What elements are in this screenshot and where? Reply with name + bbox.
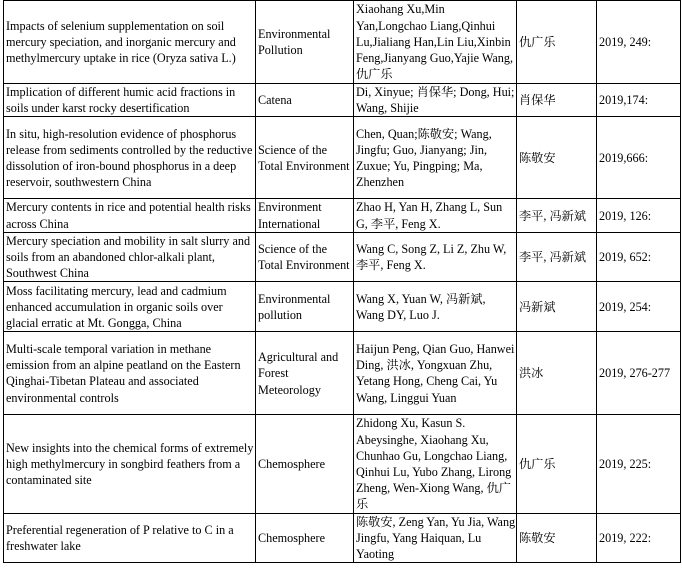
paper-title-cell: New insights into the chemical forms of extremely high methylmercury in songbird feathers from a contaminated site bbox=[4, 415, 256, 513]
corresponding-author-cell: 李平, 冯新斌 bbox=[517, 232, 597, 282]
corresponding-author-cell: 陈敬安 bbox=[517, 513, 597, 563]
volume-cell: 2019,174: bbox=[597, 84, 681, 117]
journal-cell: Environment International bbox=[256, 199, 354, 232]
corresponding-author-cell: 陈敬安 bbox=[517, 117, 597, 199]
table-row bbox=[4, 84, 681, 117]
volume-cell: 2019, 249: bbox=[597, 1, 681, 84]
table-row bbox=[4, 1, 681, 84]
paper-title-cell: In situ, high-resolution evidence of phosphorus release from sediments controlled by the reductive dissolution of iron-bound phosphorus in a deep reservoir, southwestern China bbox=[4, 117, 256, 199]
journal-cell: Catena bbox=[256, 84, 354, 117]
journal-cell: Science of the Total Environment bbox=[256, 232, 354, 282]
authors-cell: Wang C, Song Z, Li Z, Zhu W, 李平, Feng X. bbox=[354, 232, 517, 282]
authors-cell: Zhidong Xu, Kasun S. Abeysinghe, Xiaohang Xu, Chunhao Gu, Longchao Liang, Qinhui Lu, Yubo Zhang, Lirong Zheng, Wen-Xiong Wang, 仇广乐 bbox=[354, 415, 517, 513]
authors-cell: Zhao H, Yan H, Zhang L, Sun G, 李平, Feng X. bbox=[354, 199, 517, 232]
volume-cell: 2019, 276-277 bbox=[597, 332, 681, 415]
journal-cell: Environmental Pollution bbox=[256, 1, 354, 84]
authors-cell: Chen, Quan;陈敬安; Wang, Jingfu; Guo, Jianyang; Jin, Zuxue; Yu, Pingping; Ma, Zhenzhen bbox=[354, 117, 517, 199]
volume-cell: 2019,666: bbox=[597, 117, 681, 199]
corresponding-author-cell: 仇广乐 bbox=[517, 1, 597, 84]
journal-cell: Science of the Total Environment bbox=[256, 117, 354, 199]
journal-cell: Chemosphere bbox=[256, 513, 354, 563]
volume-cell: 2019, 225: bbox=[597, 415, 681, 513]
corresponding-author-cell: 仇广乐 bbox=[517, 415, 597, 513]
corresponding-author-cell: 李平, 冯新斌 bbox=[517, 199, 597, 232]
table-row bbox=[4, 332, 681, 415]
authors-cell: Haijun Peng, Qian Guo, Hanwei Ding, 洪冰, Yongxuan Zhu, Yetang Hong, Cheng Cai, Yu Wang, Linggui Yuan bbox=[354, 332, 517, 415]
corresponding-author-cell: 肖保华 bbox=[517, 84, 597, 117]
authors-cell: Wang X, Yuan W, 冯新斌, Wang DY, Luo J. bbox=[354, 282, 517, 332]
authors-cell: Di, Xinyue; 肖保华; Dong, Hui; Wang, Shijie bbox=[354, 84, 517, 117]
journal-cell: Chemosphere bbox=[256, 415, 354, 513]
table-row bbox=[4, 199, 681, 232]
journal-cell: Agricultural and Forest Meteorology bbox=[256, 332, 354, 415]
volume-cell: 2019, 254: bbox=[597, 282, 681, 332]
table-row bbox=[4, 232, 681, 282]
paper-title-cell: Implication of different humic acid fractions in soils under karst rocky desertification bbox=[4, 84, 256, 117]
table-row bbox=[4, 282, 681, 332]
paper-title-cell: Impacts of selenium supplementation on soil mercury speciation, and inorganic mercury and methylmercury uptake in rice (Oryza sativa L.) bbox=[4, 1, 256, 84]
volume-cell: 2019, 126: bbox=[597, 199, 681, 232]
paper-title-cell: Mercury contents in rice and potential health risks across China bbox=[4, 199, 256, 232]
volume-cell: 2019, 652: bbox=[597, 232, 681, 282]
table-row bbox=[4, 117, 681, 199]
volume-cell: 2019, 222: bbox=[597, 513, 681, 563]
corresponding-author-cell: 冯新斌 bbox=[517, 282, 597, 332]
table-row bbox=[4, 415, 681, 513]
table-row bbox=[4, 513, 681, 563]
authors-cell: 陈敬安, Zeng Yan, Yu Jia, Wang Jingfu, Yang Haiquan, Lu Yaoting bbox=[354, 513, 517, 563]
paper-title-cell: Moss facilitating mercury, lead and cadmium enhanced accumulation in organic soils over glacial erratic at Mt. Gongga, China bbox=[4, 282, 256, 332]
journal-cell: Environmental pollution bbox=[256, 282, 354, 332]
authors-cell: Xiaohang Xu,Min Yan,Longchao Liang,Qinhui Lu,Jialiang Han,Lin Liu,Xinbin Feng,Jianyang Guo,Yajie Wang,仇广乐 bbox=[354, 1, 517, 84]
paper-title-cell: Preferential regeneration of P relative to C in a freshwater lake bbox=[4, 513, 256, 563]
publications-table bbox=[3, 0, 681, 563]
corresponding-author-cell: 洪冰 bbox=[517, 332, 597, 415]
paper-title-cell: Multi-scale temporal variation in methane emission from an alpine peatland on the Eastern Qinghai-Tibetan Plateau and associated environmental controls bbox=[4, 332, 256, 415]
paper-title-cell: Mercury speciation and mobility in salt slurry and soils from an abandoned chlor-alkali plant, Southwest China bbox=[4, 232, 256, 282]
